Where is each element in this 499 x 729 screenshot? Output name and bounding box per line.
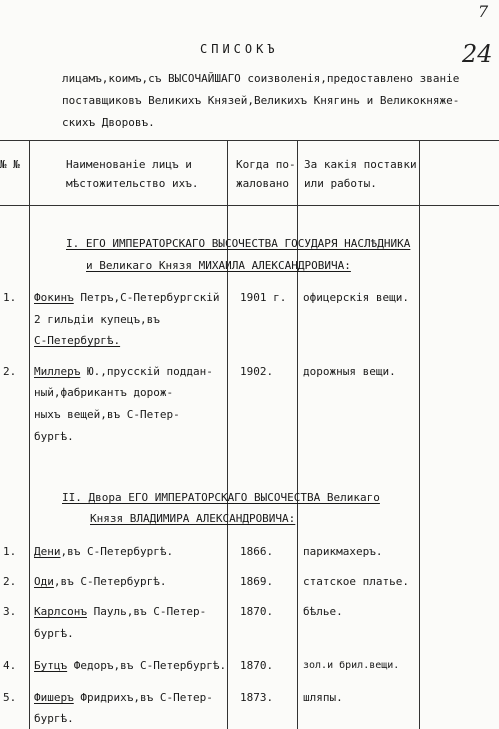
s1-row1-num: 1. xyxy=(3,291,17,304)
s2-row2-num: 2. xyxy=(3,575,17,588)
folio-number-small: 7 xyxy=(478,2,489,21)
s1-row2-year: 1902. xyxy=(240,365,274,378)
s1-row1-rest-3: С-Петербургѣ. xyxy=(34,334,121,347)
s1-row2-rest-1: Ю.,прусскій поддан- xyxy=(86,365,213,378)
s1-row1-surname: Фокинъ xyxy=(34,291,74,304)
s2-row3-num: 3. xyxy=(3,605,17,618)
s1-row2-surname: Миллеръ xyxy=(34,365,81,378)
s1-row1-year: 1901 г. xyxy=(240,291,287,304)
s2-row3-rest-2: бургѣ. xyxy=(34,627,74,640)
s2-row2-rest-1: ,въ С-Петербургѣ. xyxy=(53,575,167,588)
s2-row4-surname: Бутцъ xyxy=(34,659,68,672)
header-when-1: Когда по- xyxy=(236,158,296,171)
s2-row2-item: статское платье. xyxy=(303,575,409,588)
s2-row5-rest-2: бургѣ. xyxy=(34,712,74,725)
s2-row5-rest-1: Фридрихъ,въ С-Петер- xyxy=(80,691,213,704)
header-when-2: жаловано xyxy=(236,177,289,190)
s1-row2-rest-3: ныхъ вещей,въ С-Петер- xyxy=(34,408,180,421)
table-header-rule xyxy=(0,205,499,206)
s2-row3-rest-1: Пауль,въ С-Петер- xyxy=(93,605,207,618)
column-rule-1 xyxy=(29,140,30,729)
folio-number-large: 24 xyxy=(462,40,493,68)
intro-line-1: лицамъ,коимъ,съ ВЫСОЧАЙШАГО соизволенія,предоставлено званіе xyxy=(62,72,460,85)
document-title: СПИСОКЪ xyxy=(200,42,279,56)
s2-row3-item: бѣлье. xyxy=(303,605,343,618)
header-for-1: За какія поставки xyxy=(304,158,417,171)
section-1-title-2: и Великаго Князя МИХАИЛА АЛЕКСАНДРОВИЧА: xyxy=(86,259,351,272)
s2-row1-rest-1: ,въ С-Петербургѣ. xyxy=(60,545,174,558)
s2-row1-year: 1866. xyxy=(240,545,274,558)
intro-line-3: скихъ Дворовъ. xyxy=(62,116,155,129)
s2-row5-surname: Фишеръ xyxy=(34,691,74,704)
s1-row1-rest-1: Петръ,С-Петербургскій xyxy=(80,291,220,304)
table-top-rule xyxy=(0,140,499,141)
header-for-2: или работы. xyxy=(304,177,377,190)
s2-row3-year: 1870. xyxy=(240,605,274,618)
s2-row4-rest-1: Федоръ,въ С-Петербургѣ. xyxy=(73,659,227,672)
header-name-1: Наименованіе лицъ и xyxy=(66,158,192,171)
s1-row1-rest-2: 2 гильдіи купецъ,въ xyxy=(34,313,160,326)
s2-row5-item: шляпы. xyxy=(303,691,343,704)
s2-row5-year: 1873. xyxy=(240,691,274,704)
section-2-title-2: Князя ВЛАДИМИРА АЛЕКСАНДРОВИЧА: xyxy=(90,512,296,525)
column-rule-4 xyxy=(419,140,420,729)
s2-row2-year: 1869. xyxy=(240,575,274,588)
s2-row1-surname: Дени xyxy=(34,545,61,558)
s2-row1-item: парикмахеръ. xyxy=(303,545,383,558)
column-rule-2 xyxy=(227,140,228,729)
header-name-2: мѣстожительство ихъ. xyxy=(66,177,199,190)
s1-row2-rest-4: бургѣ. xyxy=(34,430,74,443)
section-1-title-1: I. ЕГО ИМПЕРАТОРСКАГО ВЫСОЧЕСТВА ГОСУДАРЯ НАСЛѢДНИКА xyxy=(66,237,411,250)
s2-row4-item: зол.и брил.вещи. xyxy=(303,660,400,671)
s2-row4-year: 1870. xyxy=(240,659,274,672)
s2-row5-num: 5. xyxy=(3,691,17,704)
s2-row3-surname: Карлсонъ xyxy=(34,605,87,618)
s2-row2-surname: Оди xyxy=(34,575,54,588)
intro-line-2: поставщиковъ Великихъ Князей,Великихъ Княгинь и Великокняже- xyxy=(62,94,460,107)
column-rule-3 xyxy=(297,140,298,729)
section-2-title-1: II. Двора ЕГО ИМПЕРАТОРСКАГО ВЫСОЧЕСТВА Великаго xyxy=(62,491,380,504)
s2-row4-num: 4. xyxy=(3,659,17,672)
header-num: № № xyxy=(0,158,20,171)
s1-row2-rest-2: ный,фабрикантъ дорож- xyxy=(34,386,174,399)
s1-row1-item: офицерскія вещи. xyxy=(303,291,409,304)
s2-row1-num: 1. xyxy=(3,545,17,558)
s1-row2-item: дорожныя вещи. xyxy=(303,365,396,378)
s1-row2-num: 2. xyxy=(3,365,17,378)
